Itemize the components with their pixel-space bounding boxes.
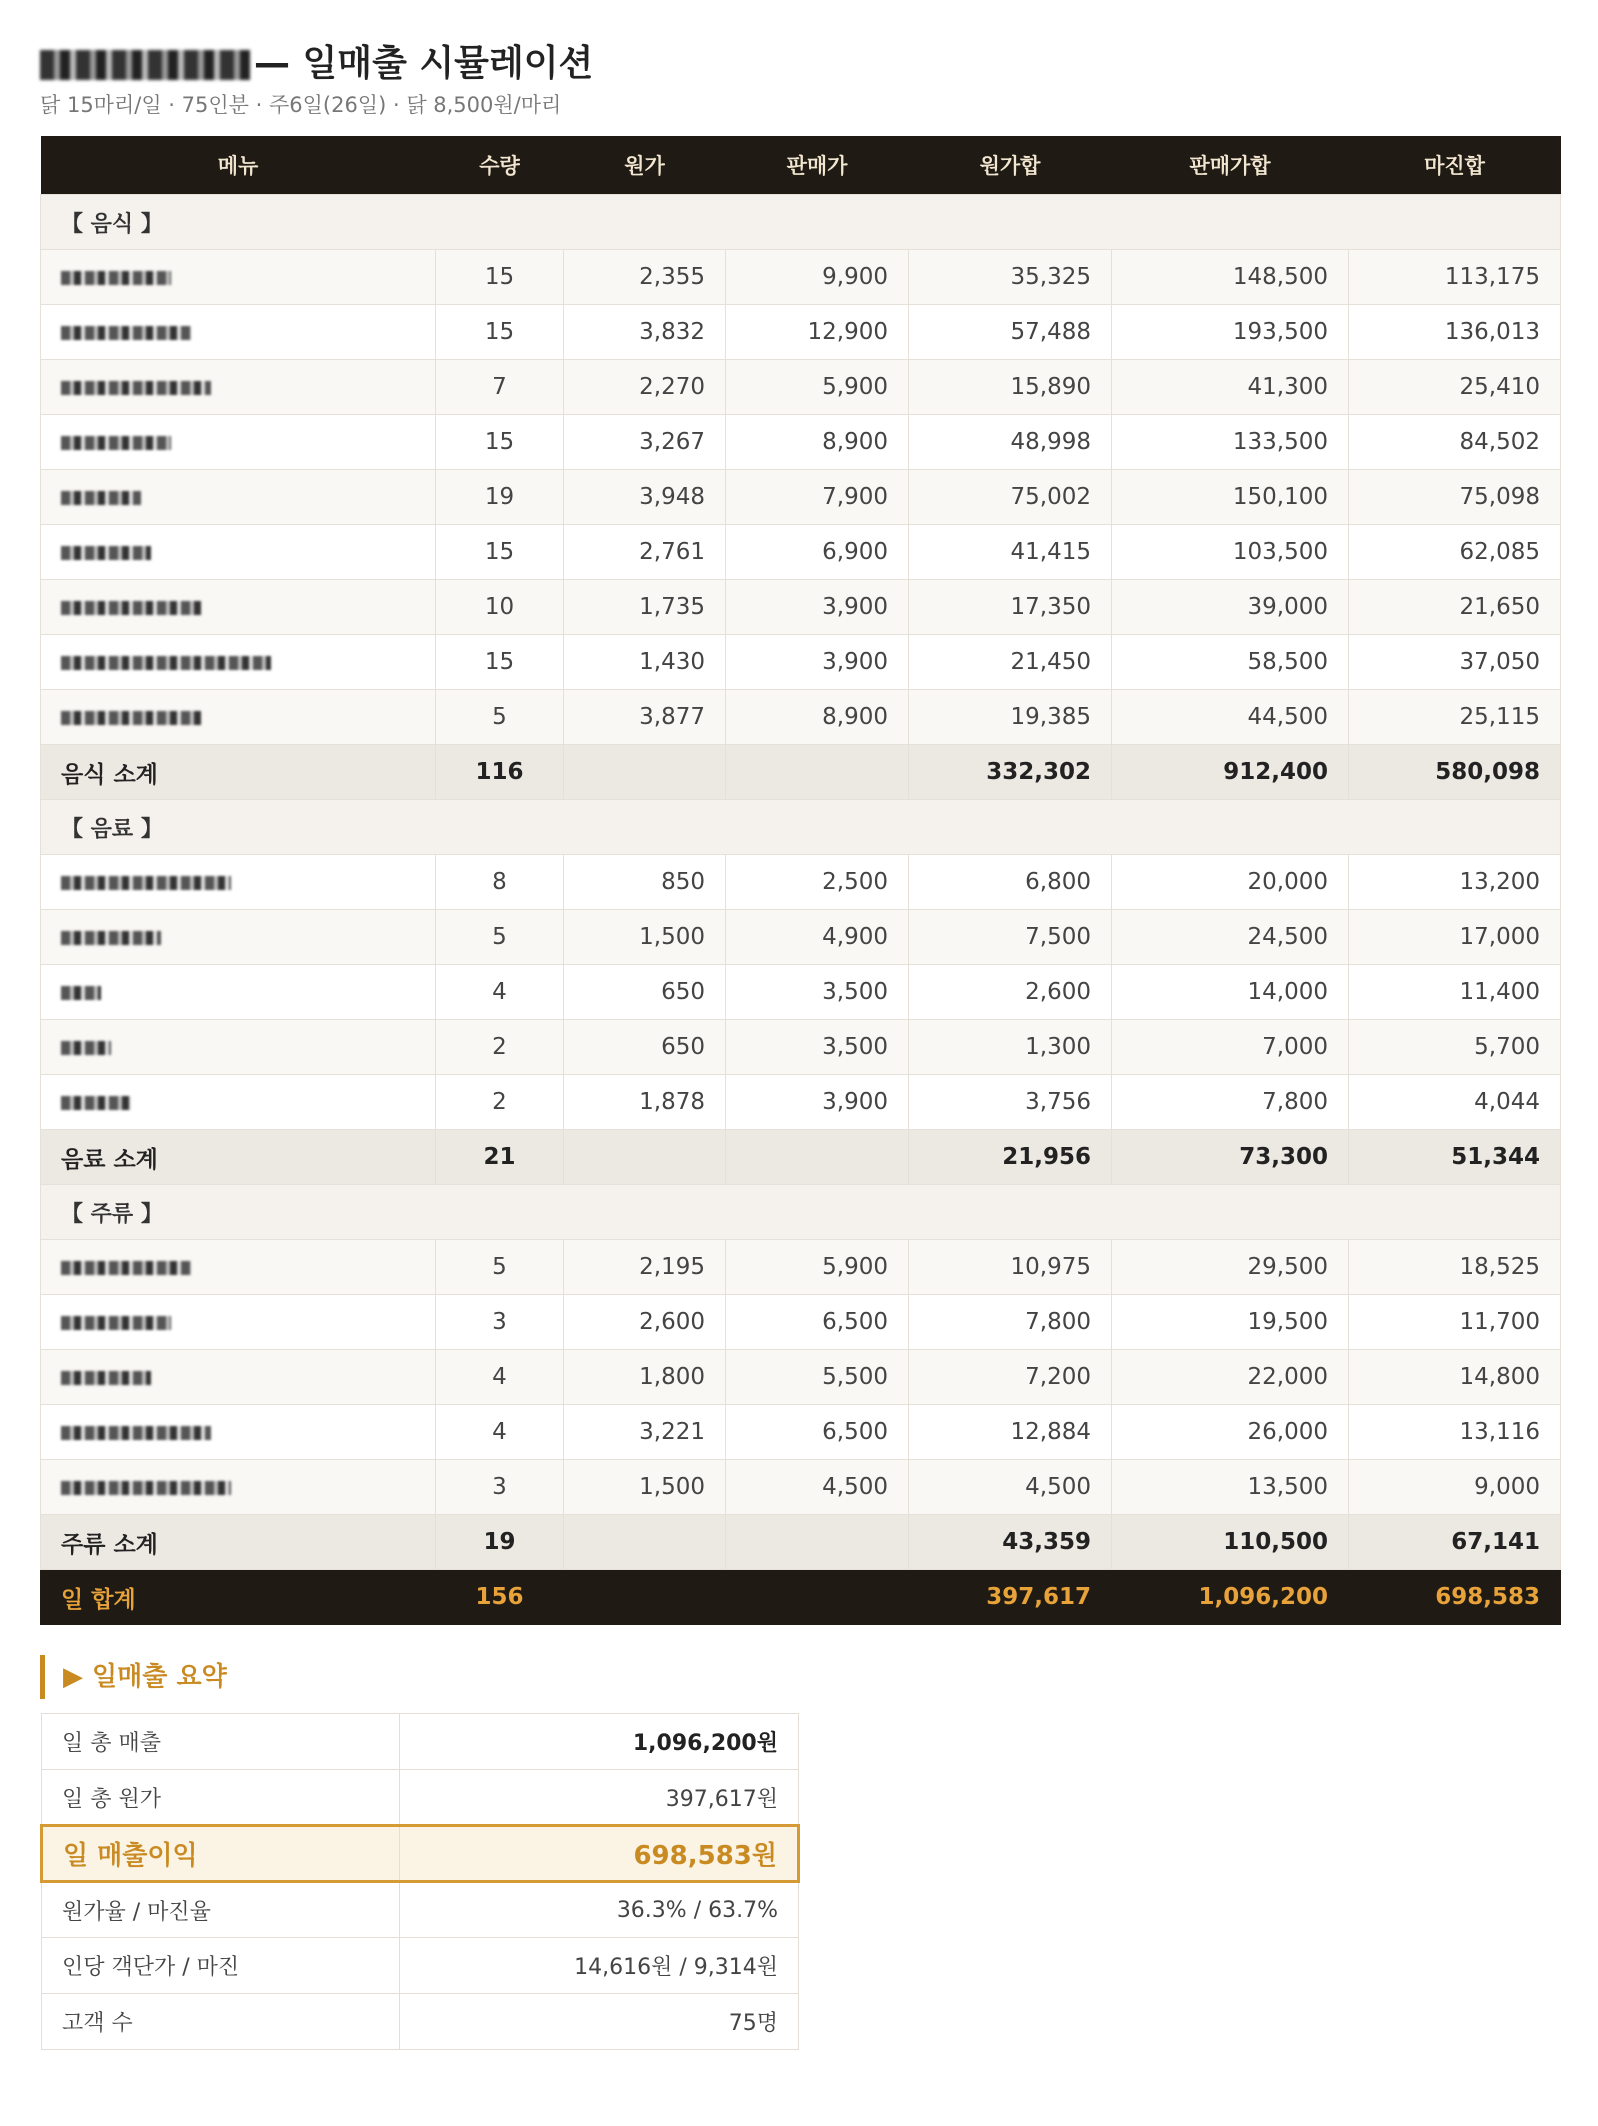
cell-cost-sum: 48,998 bbox=[909, 415, 1112, 470]
cell-margin: 136,013 bbox=[1349, 305, 1561, 360]
menu-name-redacted bbox=[41, 1075, 436, 1130]
cell-cost-sum: 21,450 bbox=[909, 635, 1112, 690]
category-label: 【 주류 】 bbox=[41, 1185, 1561, 1240]
col-qty: 수량 bbox=[436, 136, 564, 195]
redacted-text bbox=[61, 326, 191, 340]
cell-margin: 9,000 bbox=[1349, 1460, 1561, 1515]
cell-margin: 25,410 bbox=[1349, 360, 1561, 415]
cell-margin: 17,000 bbox=[1349, 910, 1561, 965]
cell-price-sum: 39,000 bbox=[1112, 580, 1349, 635]
cell-qty: 19 bbox=[436, 470, 564, 525]
menu-name-redacted bbox=[41, 910, 436, 965]
cell-qty: 7 bbox=[436, 360, 564, 415]
category-row bbox=[41, 1185, 1561, 1240]
cell-price-sum: 26,000 bbox=[1112, 1405, 1349, 1460]
cell-cost: 650 bbox=[564, 965, 726, 1020]
redacted-text bbox=[61, 931, 161, 945]
col-price-sum: 판매가합 bbox=[1112, 136, 1349, 195]
summary-row-total-cost bbox=[42, 1770, 799, 1826]
cell-cost: 3,267 bbox=[564, 415, 726, 470]
total-cost-sum: 397,617 bbox=[909, 1570, 1112, 1625]
cell-price: 4,500 bbox=[726, 1460, 909, 1515]
cell-cost: 1,800 bbox=[564, 1350, 726, 1405]
summary-value: 397,617원 bbox=[400, 1770, 799, 1826]
redacted-text bbox=[61, 986, 101, 1000]
subtotal-cost-sum: 21,956 bbox=[909, 1130, 1112, 1185]
cell-cost-sum: 7,800 bbox=[909, 1295, 1112, 1350]
total-empty bbox=[726, 1570, 909, 1625]
category-row bbox=[41, 800, 1561, 855]
cell-qty: 15 bbox=[436, 635, 564, 690]
sales-table bbox=[40, 136, 1561, 1625]
subtotal-margin: 67,141 bbox=[1349, 1515, 1561, 1570]
subtotal-margin: 51,344 bbox=[1349, 1130, 1561, 1185]
cell-cost-sum: 7,200 bbox=[909, 1350, 1112, 1405]
summary-heading: ▶ 일매출 요약 bbox=[40, 1655, 1560, 1699]
cell-cost: 1,500 bbox=[564, 910, 726, 965]
summary-row-profit bbox=[42, 1826, 799, 1882]
summary-label: 고객 수 bbox=[42, 1994, 400, 2050]
cell-cost: 3,221 bbox=[564, 1405, 726, 1460]
cell-price: 9,900 bbox=[726, 250, 909, 305]
cell-cost: 850 bbox=[564, 855, 726, 910]
cell-margin: 37,050 bbox=[1349, 635, 1561, 690]
menu-name-redacted bbox=[41, 305, 436, 360]
subtotal-price-sum: 912,400 bbox=[1112, 745, 1349, 800]
summary-value: 14,616원 / 9,314원 bbox=[400, 1938, 799, 1994]
redacted-text bbox=[61, 1096, 131, 1110]
cell-qty: 15 bbox=[436, 250, 564, 305]
grand-total-row bbox=[41, 1570, 1561, 1625]
menu-name-redacted bbox=[41, 525, 436, 580]
subtotal-empty bbox=[726, 1130, 909, 1185]
summary-label: 원가율 / 마진율 bbox=[42, 1882, 400, 1938]
cell-cost-sum: 4,500 bbox=[909, 1460, 1112, 1515]
total-qty: 156 bbox=[436, 1570, 564, 1625]
subtotal-empty bbox=[726, 745, 909, 800]
cell-price-sum: 29,500 bbox=[1112, 1240, 1349, 1295]
redacted-text bbox=[61, 1426, 211, 1440]
redacted-store-name bbox=[40, 50, 250, 80]
table-row bbox=[41, 305, 1561, 360]
cell-qty: 2 bbox=[436, 1075, 564, 1130]
cell-qty: 3 bbox=[436, 1460, 564, 1515]
cell-cost-sum: 19,385 bbox=[909, 690, 1112, 745]
cell-cost-sum: 12,884 bbox=[909, 1405, 1112, 1460]
cell-price: 12,900 bbox=[726, 305, 909, 360]
cell-cost: 1,500 bbox=[564, 1460, 726, 1515]
cell-price-sum: 19,500 bbox=[1112, 1295, 1349, 1350]
cell-qty: 15 bbox=[436, 305, 564, 360]
summary-label: 일 매출이익 bbox=[42, 1826, 400, 1882]
table-row bbox=[41, 1405, 1561, 1460]
redacted-text bbox=[61, 876, 231, 890]
cell-price: 3,500 bbox=[726, 1020, 909, 1075]
cell-margin: 13,200 bbox=[1349, 855, 1561, 910]
cell-margin: 14,800 bbox=[1349, 1350, 1561, 1405]
cell-qty: 15 bbox=[436, 415, 564, 470]
summary-label: 일 총 매출 bbox=[42, 1714, 400, 1770]
table-row bbox=[41, 1020, 1561, 1075]
title-text: — 일매출 시뮬레이션 bbox=[254, 43, 594, 84]
cell-price-sum: 193,500 bbox=[1112, 305, 1349, 360]
col-menu: 메뉴 bbox=[41, 136, 436, 195]
total-label: 일 합계 bbox=[41, 1570, 436, 1625]
summary-row-total-sales bbox=[42, 1714, 799, 1770]
cell-price: 3,900 bbox=[726, 580, 909, 635]
table-row bbox=[41, 690, 1561, 745]
subtotal-empty bbox=[726, 1515, 909, 1570]
cell-cost-sum: 3,756 bbox=[909, 1075, 1112, 1130]
cell-qty: 3 bbox=[436, 1295, 564, 1350]
cell-margin: 75,098 bbox=[1349, 470, 1561, 525]
subtotal-label: 주류 소계 bbox=[41, 1515, 436, 1570]
cell-cost-sum: 7,500 bbox=[909, 910, 1112, 965]
table-row bbox=[41, 525, 1561, 580]
subtotal-margin: 580,098 bbox=[1349, 745, 1561, 800]
col-cost: 원가 bbox=[564, 136, 726, 195]
subtotal-row bbox=[41, 1130, 1561, 1185]
cell-qty: 10 bbox=[436, 580, 564, 635]
menu-name-redacted bbox=[41, 360, 436, 415]
cell-margin: 62,085 bbox=[1349, 525, 1561, 580]
table-row bbox=[41, 1460, 1561, 1515]
cell-cost: 1,878 bbox=[564, 1075, 726, 1130]
cell-qty: 5 bbox=[436, 690, 564, 745]
cell-price: 4,900 bbox=[726, 910, 909, 965]
cell-margin: 5,700 bbox=[1349, 1020, 1561, 1075]
cell-margin: 84,502 bbox=[1349, 415, 1561, 470]
summary-row-rates bbox=[42, 1882, 799, 1938]
cell-cost: 2,195 bbox=[564, 1240, 726, 1295]
col-cost-sum: 원가합 bbox=[909, 136, 1112, 195]
cell-price-sum: 103,500 bbox=[1112, 525, 1349, 580]
page-subtitle: 닭 15마리/일 · 75인분 · 주6일(26일) · 닭 8,500원/마리 bbox=[40, 93, 562, 117]
col-price: 판매가 bbox=[726, 136, 909, 195]
cell-price: 6,500 bbox=[726, 1295, 909, 1350]
cell-price: 5,900 bbox=[726, 360, 909, 415]
summary-value: 698,583원 bbox=[400, 1826, 799, 1882]
subtotal-cost-sum: 332,302 bbox=[909, 745, 1112, 800]
cell-price-sum: 13,500 bbox=[1112, 1460, 1349, 1515]
cell-price-sum: 24,500 bbox=[1112, 910, 1349, 965]
subtotal-label: 음료 소계 bbox=[41, 1130, 436, 1185]
table-row bbox=[41, 580, 1561, 635]
subtotal-row bbox=[41, 745, 1561, 800]
cell-price: 7,900 bbox=[726, 470, 909, 525]
redacted-text bbox=[61, 1316, 171, 1330]
table-row bbox=[41, 250, 1561, 305]
cell-price-sum: 22,000 bbox=[1112, 1350, 1349, 1405]
subtotal-price-sum: 73,300 bbox=[1112, 1130, 1349, 1185]
total-price-sum: 1,096,200 bbox=[1112, 1570, 1349, 1625]
cell-margin: 18,525 bbox=[1349, 1240, 1561, 1295]
cell-margin: 113,175 bbox=[1349, 250, 1561, 305]
cell-margin: 11,400 bbox=[1349, 965, 1561, 1020]
table-row bbox=[41, 415, 1561, 470]
cell-cost: 3,832 bbox=[564, 305, 726, 360]
cell-cost-sum: 2,600 bbox=[909, 965, 1112, 1020]
table-header-row bbox=[41, 136, 1561, 195]
cell-qty: 4 bbox=[436, 965, 564, 1020]
summary-value: 36.3% / 63.7% bbox=[400, 1882, 799, 1938]
cell-cost-sum: 10,975 bbox=[909, 1240, 1112, 1295]
cell-cost-sum: 75,002 bbox=[909, 470, 1112, 525]
table-row bbox=[41, 470, 1561, 525]
page bbox=[40, 40, 1560, 2050]
table-row bbox=[41, 360, 1561, 415]
redacted-text bbox=[61, 601, 201, 615]
cell-qty: 5 bbox=[436, 910, 564, 965]
subtotal-cost-sum: 43,359 bbox=[909, 1515, 1112, 1570]
table-row bbox=[41, 635, 1561, 690]
table-row bbox=[41, 855, 1561, 910]
category-label: 【 음료 】 bbox=[41, 800, 1561, 855]
cell-price: 3,900 bbox=[726, 1075, 909, 1130]
menu-name-redacted bbox=[41, 1460, 436, 1515]
cell-price-sum: 148,500 bbox=[1112, 250, 1349, 305]
table-row bbox=[41, 965, 1561, 1020]
cell-cost: 3,877 bbox=[564, 690, 726, 745]
cell-price-sum: 44,500 bbox=[1112, 690, 1349, 745]
subtotal-qty: 21 bbox=[436, 1130, 564, 1185]
cell-price: 3,500 bbox=[726, 965, 909, 1020]
subtotal-empty bbox=[564, 1515, 726, 1570]
redacted-text bbox=[61, 381, 211, 395]
menu-name-redacted bbox=[41, 1020, 436, 1075]
menu-name-redacted bbox=[41, 1240, 436, 1295]
cell-price-sum: 20,000 bbox=[1112, 855, 1349, 910]
redacted-text bbox=[61, 271, 171, 285]
cell-price: 8,900 bbox=[726, 415, 909, 470]
cell-cost-sum: 41,415 bbox=[909, 525, 1112, 580]
cell-cost: 1,735 bbox=[564, 580, 726, 635]
cell-qty: 4 bbox=[436, 1350, 564, 1405]
subtotal-row bbox=[41, 1515, 1561, 1570]
cell-cost: 1,430 bbox=[564, 635, 726, 690]
menu-name-redacted bbox=[41, 855, 436, 910]
table-row bbox=[41, 1295, 1561, 1350]
summary-label: 인당 객단가 / 마진 bbox=[42, 1938, 400, 1994]
redacted-text bbox=[61, 491, 141, 505]
table-row bbox=[41, 1075, 1561, 1130]
cell-cost-sum: 57,488 bbox=[909, 305, 1112, 360]
cell-cost-sum: 17,350 bbox=[909, 580, 1112, 635]
summary-table bbox=[40, 1713, 800, 2050]
page-title bbox=[40, 40, 1560, 88]
cell-price-sum: 133,500 bbox=[1112, 415, 1349, 470]
subtotal-price-sum: 110,500 bbox=[1112, 1515, 1349, 1570]
cell-price: 6,900 bbox=[726, 525, 909, 580]
summary-row-per-person bbox=[42, 1938, 799, 1994]
summary-value: 75명 bbox=[400, 1994, 799, 2050]
category-label: 【 음식 】 bbox=[41, 195, 1561, 250]
cell-qty: 5 bbox=[436, 1240, 564, 1295]
redacted-text bbox=[61, 436, 171, 450]
cell-price-sum: 150,100 bbox=[1112, 470, 1349, 525]
redacted-text bbox=[61, 1481, 231, 1495]
col-margin-sum: 마진합 bbox=[1349, 136, 1561, 195]
cell-price: 3,900 bbox=[726, 635, 909, 690]
subtotal-qty: 116 bbox=[436, 745, 564, 800]
cell-cost: 3,948 bbox=[564, 470, 726, 525]
cell-price-sum: 7,000 bbox=[1112, 1020, 1349, 1075]
cell-cost-sum: 35,325 bbox=[909, 250, 1112, 305]
subtotal-empty bbox=[564, 1130, 726, 1185]
category-row bbox=[41, 195, 1561, 250]
subtotal-qty: 19 bbox=[436, 1515, 564, 1570]
cell-margin: 21,650 bbox=[1349, 580, 1561, 635]
total-margin: 698,583 bbox=[1349, 1570, 1561, 1625]
cell-price-sum: 58,500 bbox=[1112, 635, 1349, 690]
subtotal-empty bbox=[564, 745, 726, 800]
menu-name-redacted bbox=[41, 470, 436, 525]
redacted-text bbox=[61, 1371, 151, 1385]
cell-cost: 2,355 bbox=[564, 250, 726, 305]
cell-cost-sum: 6,800 bbox=[909, 855, 1112, 910]
cell-qty: 15 bbox=[436, 525, 564, 580]
menu-name-redacted bbox=[41, 250, 436, 305]
menu-name-redacted bbox=[41, 965, 436, 1020]
cell-price-sum: 14,000 bbox=[1112, 965, 1349, 1020]
summary-row-customers bbox=[42, 1994, 799, 2050]
cell-qty: 4 bbox=[436, 1405, 564, 1460]
cell-cost-sum: 15,890 bbox=[909, 360, 1112, 415]
cell-margin: 13,116 bbox=[1349, 1405, 1561, 1460]
menu-name-redacted bbox=[41, 635, 436, 690]
cell-price-sum: 7,800 bbox=[1112, 1075, 1349, 1130]
redacted-text bbox=[61, 546, 151, 560]
table-body bbox=[41, 195, 1561, 1625]
redacted-text bbox=[61, 1041, 111, 1055]
cell-cost-sum: 1,300 bbox=[909, 1020, 1112, 1075]
total-empty bbox=[564, 1570, 726, 1625]
table-row bbox=[41, 1350, 1561, 1405]
menu-name-redacted bbox=[41, 1350, 436, 1405]
cell-price: 8,900 bbox=[726, 690, 909, 745]
table-row bbox=[41, 1240, 1561, 1295]
cell-price: 5,900 bbox=[726, 1240, 909, 1295]
cell-price: 5,500 bbox=[726, 1350, 909, 1405]
table-row bbox=[41, 910, 1561, 965]
menu-name-redacted bbox=[41, 415, 436, 470]
cell-cost: 650 bbox=[564, 1020, 726, 1075]
cell-price-sum: 41,300 bbox=[1112, 360, 1349, 415]
cell-margin: 25,115 bbox=[1349, 690, 1561, 745]
cell-price: 6,500 bbox=[726, 1405, 909, 1460]
cell-margin: 11,700 bbox=[1349, 1295, 1561, 1350]
cell-qty: 2 bbox=[436, 1020, 564, 1075]
subtotal-label: 음식 소계 bbox=[41, 745, 436, 800]
cell-qty: 8 bbox=[436, 855, 564, 910]
cell-cost: 2,600 bbox=[564, 1295, 726, 1350]
summary-value: 1,096,200원 bbox=[400, 1714, 799, 1770]
cell-cost: 2,761 bbox=[564, 525, 726, 580]
cell-price: 2,500 bbox=[726, 855, 909, 910]
menu-name-redacted bbox=[41, 1405, 436, 1460]
menu-name-redacted bbox=[41, 690, 436, 745]
redacted-text bbox=[61, 711, 201, 725]
cell-margin: 4,044 bbox=[1349, 1075, 1561, 1130]
summary-label: 일 총 원가 bbox=[42, 1770, 400, 1826]
cell-cost: 2,270 bbox=[564, 360, 726, 415]
redacted-text bbox=[61, 656, 271, 670]
redacted-text bbox=[61, 1261, 191, 1275]
menu-name-redacted bbox=[41, 1295, 436, 1350]
menu-name-redacted bbox=[41, 580, 436, 635]
